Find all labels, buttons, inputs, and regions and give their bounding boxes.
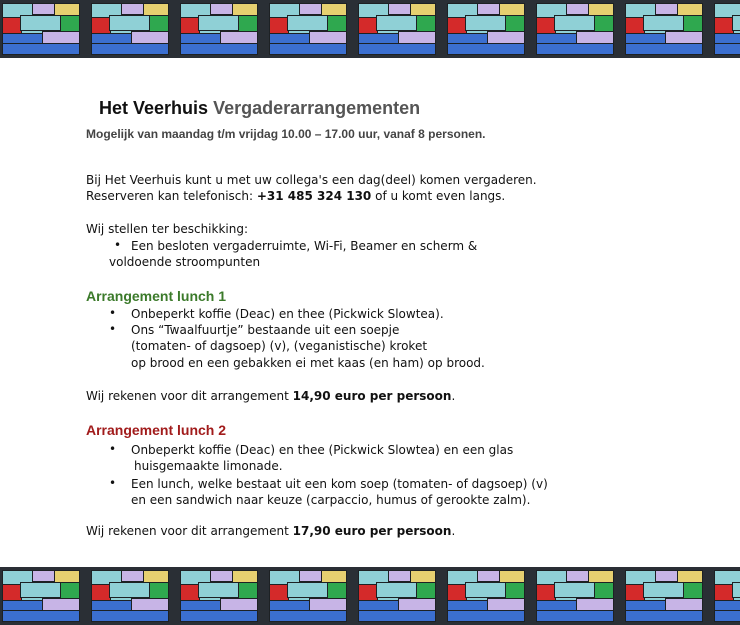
glass-piece [555, 16, 595, 30]
facilities-item-line-1: Een besloten vergaderruimte, Wi-Fi, Beamer en scherm & [131, 239, 478, 253]
glass-piece [288, 583, 328, 597]
glass-piece [377, 583, 417, 597]
stained-glass-panel [180, 3, 258, 55]
glass-piece [715, 44, 740, 55]
glass-piece [21, 16, 61, 30]
glass-piece [411, 571, 436, 583]
lunch1-item-1: Onbeperkt koffie (Deac) en thee (Pickwick Slowtea). [131, 307, 444, 321]
glass-piece [666, 32, 703, 44]
glass-piece [389, 4, 411, 14]
lunch2-heading: Arrangement lunch 2 [86, 422, 227, 438]
glass-piece [715, 585, 733, 601]
glass-piece [211, 4, 233, 14]
facilities-lead: Wij stellen ter beschikking: [86, 222, 249, 236]
bullet: • [109, 476, 117, 490]
stained-glass-panel [447, 3, 525, 55]
lunch1-heading: Arrangement lunch 1 [86, 288, 227, 304]
glass-piece [211, 571, 233, 581]
glass-piece [110, 583, 150, 597]
glass-piece [21, 583, 61, 597]
lunch1-price-line [86, 388, 455, 404]
glass-piece [322, 571, 347, 583]
glass-piece [448, 585, 466, 601]
glass-piece [92, 44, 169, 55]
glass-piece [478, 4, 500, 14]
glass-piece [537, 601, 577, 611]
glass-piece [181, 44, 258, 55]
glass-piece [733, 583, 740, 597]
glass-piece [537, 18, 555, 34]
glass-piece [715, 18, 733, 34]
glass-piece [33, 4, 55, 14]
glass-piece [221, 599, 258, 611]
glass-piece [310, 599, 347, 611]
glass-piece [626, 34, 666, 44]
glass-piece [181, 585, 199, 601]
glass-piece [300, 4, 322, 14]
glass-piece [595, 16, 614, 32]
glass-piece [359, 611, 436, 622]
stained-glass-panel [91, 570, 169, 622]
glass-piece [399, 599, 436, 611]
glass-piece [359, 18, 377, 34]
glass-piece [270, 585, 288, 601]
glass-piece [92, 601, 132, 611]
intro-line-2 [86, 188, 505, 204]
lunch1-item-2-line-3: op brood en een gebakken ei met kaas (en ham) op brood. [131, 356, 485, 370]
glass-piece [656, 571, 678, 581]
glass-piece [537, 585, 555, 601]
bullet: • [109, 442, 117, 456]
availability-note: Mogelijk van maandag t/m vrijdag 10.00 – 17.00 uur, vanaf 8 personen. [86, 127, 486, 141]
glass-piece [577, 32, 614, 44]
glass-piece [678, 4, 703, 16]
glass-piece [270, 44, 347, 55]
glass-piece [626, 18, 644, 34]
glass-piece [626, 585, 644, 601]
glass-piece [417, 583, 436, 599]
intro-line-2-prefix: Reserveren kan telefonisch: [86, 189, 257, 203]
glass-piece [122, 571, 144, 581]
glass-piece [92, 585, 110, 601]
glass-piece [733, 16, 740, 30]
glass-piece [399, 32, 436, 44]
glass-piece [678, 571, 703, 583]
glass-piece [537, 44, 614, 55]
glass-piece [506, 583, 525, 599]
stained-glass-banner-bottom [0, 567, 740, 625]
lunch2-item-1-line-1: Onbeperkt koffie (Deac) en thee (Pickwick Slowtea) en een glas [131, 443, 514, 457]
glass-piece [626, 44, 703, 55]
lunch2-item-2-line-1: Een lunch, welke bestaat uit een kom soep (tomaten- of dagsoep) (v) [131, 477, 548, 491]
glass-piece [644, 16, 684, 30]
glass-piece [500, 571, 525, 583]
bullet: • [114, 238, 122, 252]
glass-piece [181, 18, 199, 34]
stained-glass-panel [536, 3, 614, 55]
lunch2-item-1-line-2: huisgemaakte limonade. [134, 459, 283, 473]
glass-piece [448, 18, 466, 34]
glass-piece [150, 16, 169, 32]
glass-piece [92, 18, 110, 34]
glass-piece [359, 601, 399, 611]
stained-glass-banner-top [0, 0, 740, 58]
stained-glass-panel [447, 570, 525, 622]
lunch1-item-2-line-1: Ons “Twaalfuurtje” bestaande uit een soepje [131, 323, 400, 337]
stained-glass-panel [2, 3, 80, 55]
glass-piece [589, 4, 614, 16]
document-body [0, 58, 740, 567]
glass-piece [288, 16, 328, 30]
stained-glass-panel [536, 570, 614, 622]
glass-piece [567, 4, 589, 14]
stained-glass-panel [358, 3, 436, 55]
glass-piece [181, 611, 258, 622]
glass-piece [322, 4, 347, 16]
glass-piece [488, 599, 525, 611]
glass-piece [328, 16, 347, 32]
glass-piece [359, 44, 436, 55]
glass-piece [328, 583, 347, 599]
page-title [99, 98, 420, 119]
glass-piece [595, 583, 614, 599]
glass-piece [715, 611, 740, 622]
glass-piece [199, 583, 239, 597]
glass-piece [478, 571, 500, 581]
lunch2-price-suffix: . [451, 524, 456, 538]
glass-piece [567, 571, 589, 581]
glass-piece [239, 16, 258, 32]
glass-piece [55, 571, 80, 583]
glass-piece [466, 583, 506, 597]
lunch2-item-2-line-2: en een sandwich naar keuze (carpaccio, humus of gerookte zalm). [131, 493, 531, 507]
stained-glass-panel [269, 570, 347, 622]
glass-piece [3, 18, 21, 34]
glass-piece [110, 16, 150, 30]
bullet: • [109, 306, 117, 320]
lunch1-price-suffix: . [451, 389, 456, 403]
lunch1-price-prefix: Wij rekenen voor dit arrangement [86, 389, 293, 403]
glass-piece [448, 34, 488, 44]
glass-piece [61, 583, 80, 599]
glass-piece [92, 34, 132, 44]
glass-piece [92, 611, 169, 622]
bullet: • [109, 322, 117, 336]
glass-piece [233, 4, 258, 16]
stained-glass-panel [2, 570, 80, 622]
glass-piece [537, 34, 577, 44]
glass-piece [488, 32, 525, 44]
stained-glass-panel [714, 570, 740, 622]
glass-piece [666, 599, 703, 611]
glass-piece [270, 34, 310, 44]
glass-piece [3, 34, 43, 44]
glass-piece [506, 16, 525, 32]
lunch1-price: 14,90 euro per persoon [292, 389, 452, 403]
stained-glass-panel [180, 570, 258, 622]
glass-piece [411, 4, 436, 16]
glass-piece [61, 16, 80, 32]
glass-piece [239, 583, 258, 599]
stained-glass-panel [714, 3, 740, 55]
glass-piece [199, 16, 239, 30]
glass-piece [181, 601, 221, 611]
glass-piece [500, 4, 525, 16]
glass-piece [377, 16, 417, 30]
glass-piece [43, 599, 80, 611]
facilities-item-line-2: voldoende stroompunten [109, 255, 261, 269]
glass-piece [448, 611, 525, 622]
lunch1-item-2-line-2: (tomaten- of dagsoep) (v), (veganistische) kroket [131, 339, 428, 353]
glass-piece [626, 611, 703, 622]
stained-glass-panel [91, 3, 169, 55]
glass-piece [715, 34, 740, 44]
glass-piece [715, 601, 740, 611]
stained-glass-panel [625, 570, 703, 622]
glass-piece [270, 601, 310, 611]
glass-piece [589, 571, 614, 583]
glass-piece [144, 571, 169, 583]
glass-piece [644, 583, 684, 597]
glass-piece [181, 34, 221, 44]
glass-piece [684, 16, 703, 32]
glass-piece [359, 585, 377, 601]
glass-piece [448, 601, 488, 611]
glass-piece [221, 32, 258, 44]
brand-name: Het Veerhuis [99, 98, 209, 118]
glass-piece [684, 583, 703, 599]
lunch2-price-prefix: Wij rekenen voor dit arrangement [86, 524, 293, 538]
intro-line-1: Bij Het Veerhuis kunt u met uw collega's een dag(deel) komen vergaderen. [86, 173, 537, 187]
glass-piece [626, 601, 666, 611]
glass-piece [359, 34, 399, 44]
glass-piece [417, 16, 436, 32]
glass-piece [300, 571, 322, 581]
glass-piece [656, 4, 678, 14]
lunch2-price: 17,90 euro per persoon [292, 524, 452, 538]
glass-piece [233, 571, 258, 583]
stained-glass-panel [358, 570, 436, 622]
glass-piece [3, 585, 21, 601]
glass-piece [150, 583, 169, 599]
glass-piece [43, 32, 80, 44]
glass-piece [144, 4, 169, 16]
glass-piece [132, 599, 169, 611]
glass-piece [55, 4, 80, 16]
glass-piece [448, 44, 525, 55]
phone-number: +31 485 324 130 [256, 189, 372, 203]
glass-piece [132, 32, 169, 44]
glass-piece [33, 571, 55, 581]
glass-piece [555, 583, 595, 597]
intro-line-2-suffix: of u komt even langs. [371, 189, 506, 203]
glass-piece [122, 4, 144, 14]
glass-piece [466, 16, 506, 30]
glass-piece [577, 599, 614, 611]
glass-piece [310, 32, 347, 44]
glass-piece [537, 611, 614, 622]
glass-piece [389, 571, 411, 581]
glass-piece [3, 44, 80, 55]
page-subtitle: Vergaderarrangementen [213, 98, 421, 118]
glass-piece [3, 611, 80, 622]
glass-piece [270, 611, 347, 622]
stained-glass-panel [625, 3, 703, 55]
lunch2-price-line [86, 523, 455, 539]
stained-glass-panel [269, 3, 347, 55]
glass-piece [270, 18, 288, 34]
glass-piece [3, 601, 43, 611]
